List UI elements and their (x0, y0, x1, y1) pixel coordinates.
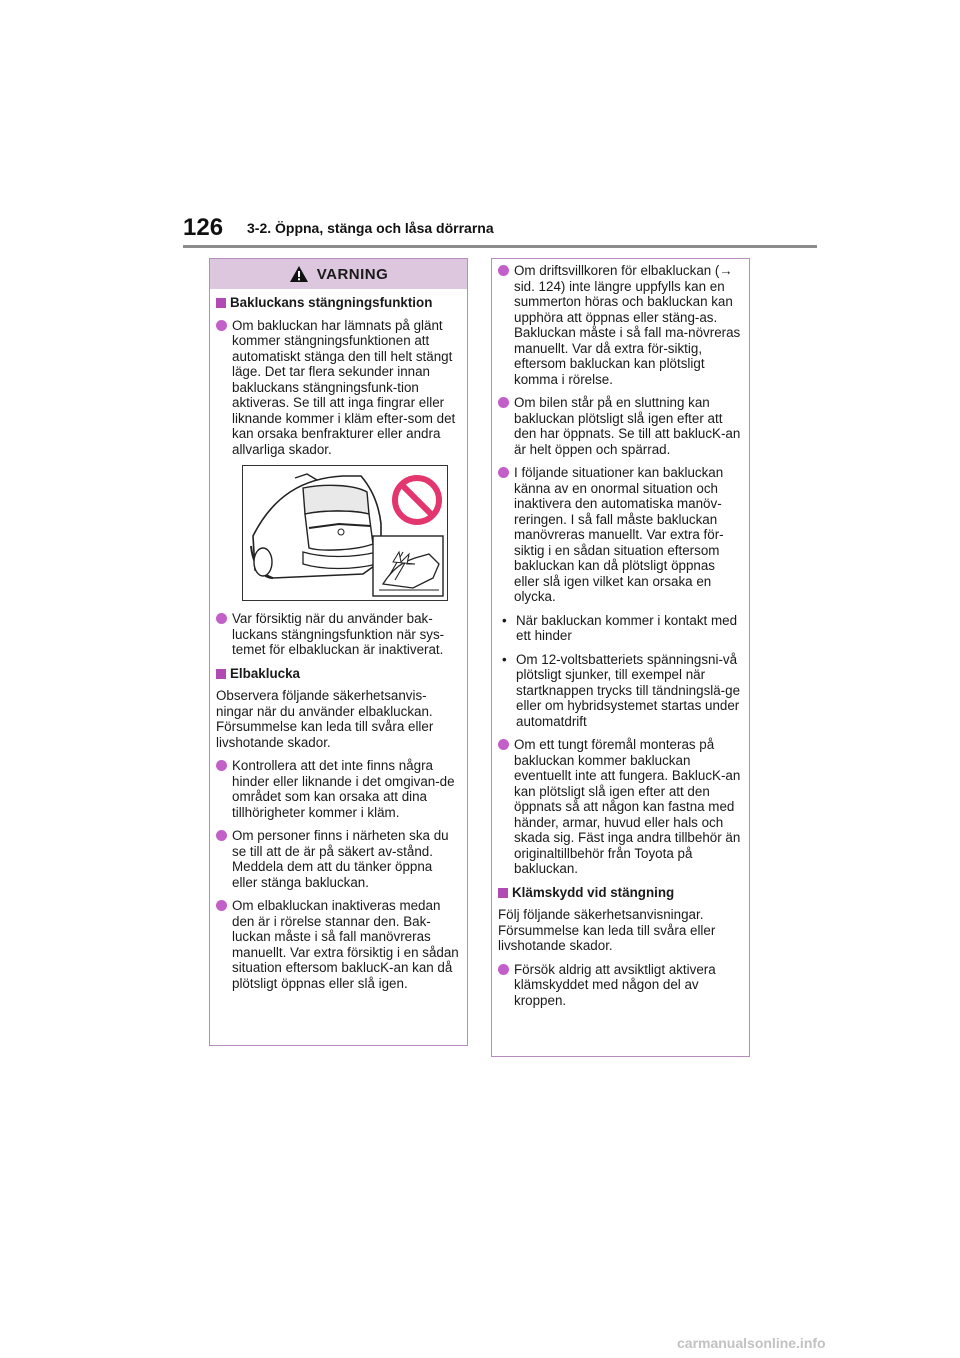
warning-title: VARNING (316, 265, 389, 283)
sub-bullet-mark: • (502, 651, 507, 667)
bullet-dot-icon (498, 467, 509, 478)
section-heading-power-tailgate (216, 666, 461, 682)
bullet-dot-icon (216, 760, 227, 771)
sub-list-text: Om 12-voltsbatteriets spänningsni-vå plötsligt sjunker, till exempel när startknappen trycks till tändningslä-ge eller om hybridsystemet startas under automatdrift (516, 651, 741, 729)
bullet-text: Om elbakluckan inaktiveras medan den är i rörelse stannar den. Bak-luckan måste i så fall manövreras manuellt. Var extra försiktig i en sådan situation eftersom baklucK-an kan då plötsligt öppnas eller slå igen. (232, 898, 459, 991)
bullet-item (216, 611, 461, 658)
page-number: 126 (183, 214, 224, 241)
bullet-dot-icon (498, 265, 509, 276)
bullet-item (216, 828, 461, 890)
section-heading-pinch-protection (498, 885, 743, 901)
warning-header (210, 259, 467, 289)
sub-list-item (498, 652, 743, 730)
section-intro: Följ följande säkerhetsanvisningar. Försummelse kan leda till svåra eller livshotande skador. (498, 907, 716, 953)
bullet-item (498, 737, 743, 877)
section-heading-text: Elbaklucka (230, 665, 300, 681)
bullet-dot-icon (498, 739, 509, 750)
chapter-title: 3-2. Öppna, stänga och låsa dörrarna (247, 220, 494, 236)
sub-list-text: När bakluckan kommer i kontakt med ett hinder (516, 612, 738, 643)
bullet-text: Om bakluckan har lämnats på glänt kommer stängningsfunktionen att automatiskt stänga den till helt stängt läge. Det tar flera sekunder innan bakluckans stängningsfunk-tion aktiveras. Se till att inga fingrar eller liknande kommer i kläm efter-som det kan orsaka benfrakturer eller andra allvarliga skador. (232, 317, 456, 457)
bullet-text: I följande situationer kan bakluckan känna av en onormal situation och inaktivera den automatiska manöv-reringen. I så fall måste bakluckan manövreras manuellt. Var extra för-siktig i en sådan situation eftersom bakluckan kan då plötsligt öppnas eller slå igen vilket kan orsaka en olycka. (514, 465, 724, 604)
bullet-item (216, 758, 461, 820)
bullet-dot-icon (216, 320, 227, 331)
warning-body (210, 289, 467, 991)
bullet-item (498, 465, 743, 605)
section-square-icon (216, 669, 226, 679)
bullet-dot-icon (216, 613, 227, 624)
bullet-item (216, 898, 461, 991)
section-square-icon (498, 888, 508, 898)
header-rule (183, 245, 817, 248)
bullet-dot-icon (216, 830, 227, 841)
section-intro: Observera följande säkerhetsanvis-ningar när du använder elbakluckan. Försummelse kan leda till svåra eller livshotande skador. (216, 688, 434, 750)
sub-bullet-mark: • (502, 612, 507, 628)
warning-triangle-icon (289, 265, 309, 283)
warning-continued-body (492, 259, 749, 1008)
watermark: carmanualsonline.info (677, 1335, 826, 1351)
sub-list-item (498, 613, 743, 644)
bullet-item (498, 962, 743, 1009)
warning-continued-box (491, 258, 750, 1057)
bullet-item (498, 263, 743, 387)
bullet-dot-icon (498, 964, 509, 975)
bullet-text: Om ett tungt föremål monteras på bakluckan kommer bakluckan eventuellt inte att fungera. BaklucK-an kan plötsligt slå igen efter att den öppnats så att någon kan fastna med händer, armar, huvud eller hals och skada sig. Fäst inga andra tillbehör än originaltillbehör från Toyota på bakluckan. (514, 737, 741, 876)
bullet-text: Om personer finns i närheten ska du se till att de är på säkert av-stånd. Meddela dem att du tänker öppna eller stänga bakluckan. (232, 828, 449, 890)
section-heading-text: Bakluckans stängningsfunktion (230, 295, 433, 310)
bullet-text: Försök aldrig att avsiktligt aktivera klämskyddet med någon del av kroppen. (514, 961, 716, 1008)
section-heading-text: Klämskydd vid stängning (512, 884, 675, 900)
section-square-icon (216, 298, 226, 308)
warning-box (209, 258, 468, 1046)
bullet-text: Om driftsvillkoren för elbakluckan (→ sid. 124) inte längre uppfylls kan en summerton höras och bakluckan kan upphöra att öppnas eller stäng-as. Bakluckan måste i så fall ma-növreras manuellt. Var då extra för-siktig, eftersom bakluckan kan plötsligt komma i rörelse. (514, 263, 741, 387)
bullet-text: Var försiktig när du använder bak-luckans stängningsfunktion när sys-temet för elbakluckan är inaktiverat. (232, 611, 445, 657)
tailgate-pinch-illustration (242, 465, 448, 601)
section-heading-closing-function (216, 295, 461, 311)
bullet-dot-icon (216, 900, 227, 911)
bullet-item (216, 318, 461, 458)
bullet-item (498, 395, 743, 457)
bullet-text: Kontrollera att det inte finns några hinder eller liknande i det omgivan-de området som kan orsaka att dina tillhörigheter kommer i kläm. (232, 758, 455, 820)
bullet-text: Om bilen står på en sluttning kan bakluckan plötsligt slå igen efter att den har öppnats. Se till att baklucK-an är helt öppen och spärrad. (514, 395, 741, 457)
prohibition-icon (391, 474, 443, 526)
bullet-dot-icon (498, 397, 509, 408)
